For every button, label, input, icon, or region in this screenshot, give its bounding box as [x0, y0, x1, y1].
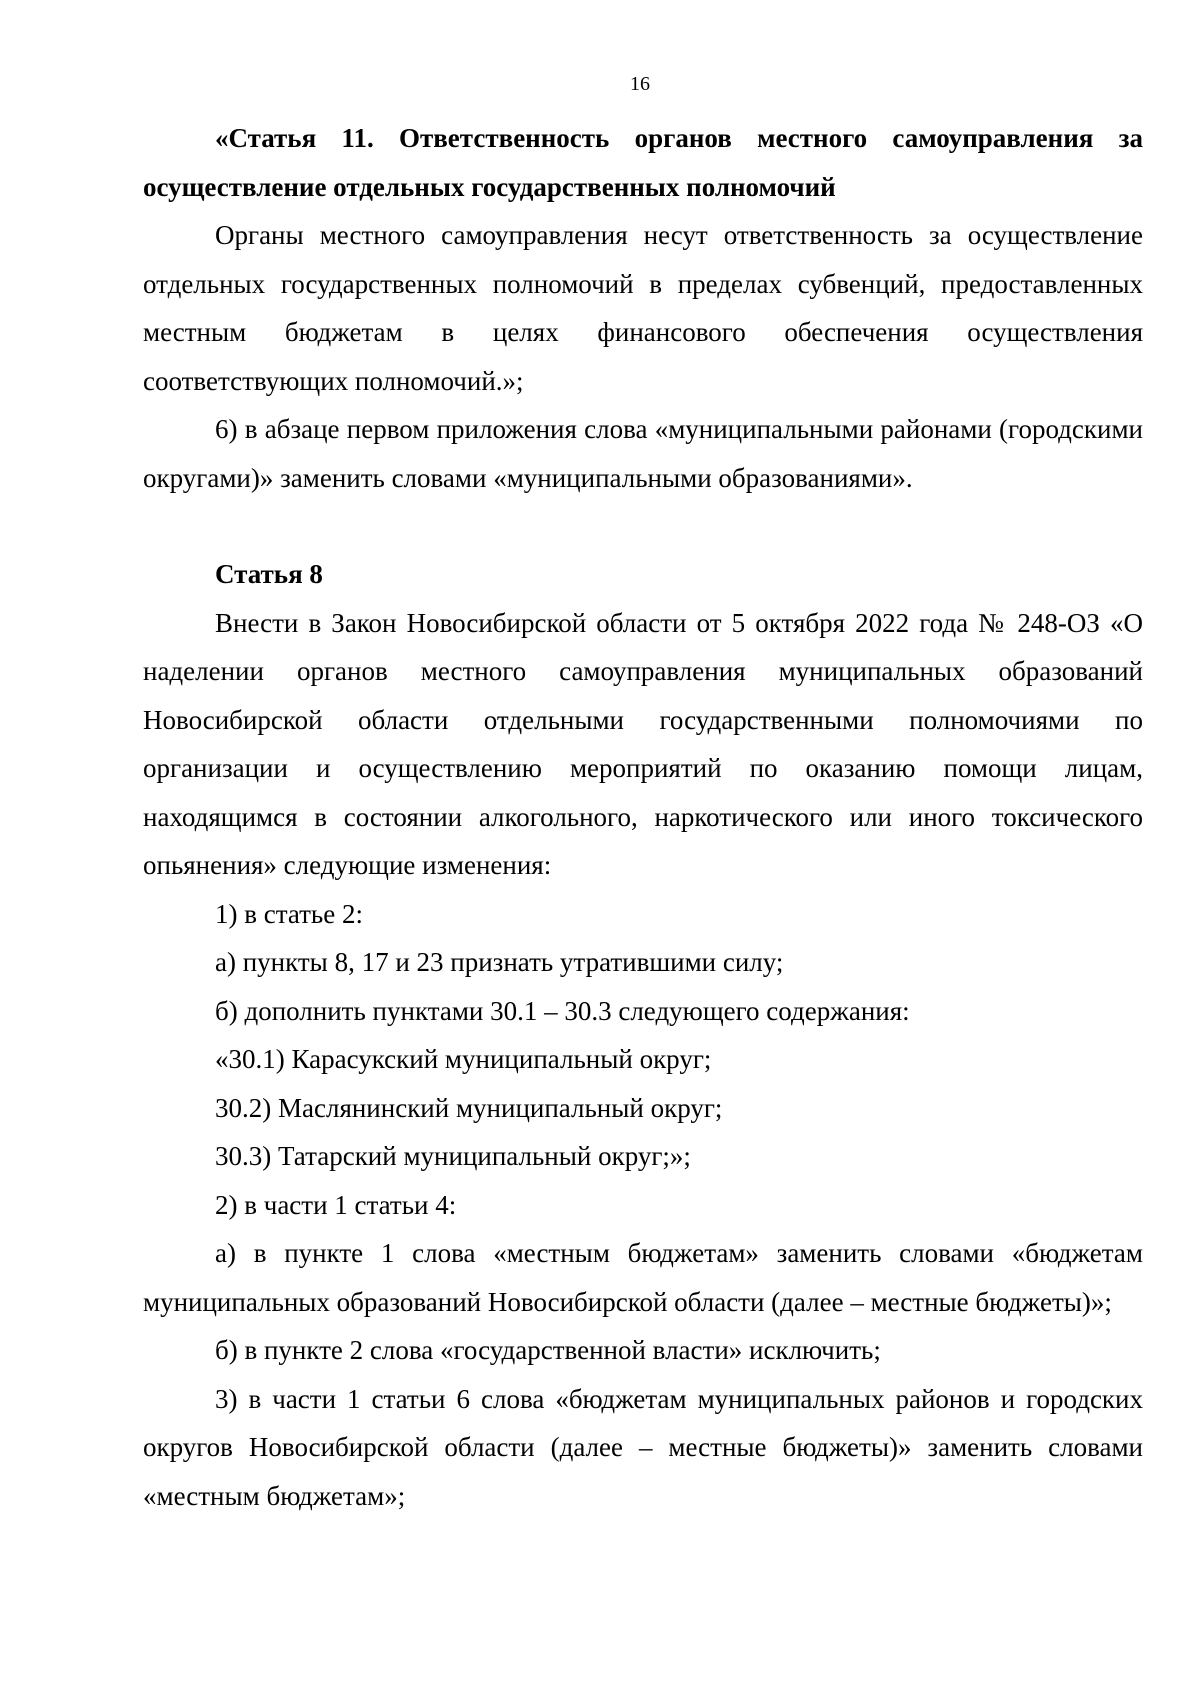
list-item: б) в пункте 2 слова «государственной власти» исключить;	[215, 1335, 881, 1365]
list-item: «30.1) Карасукский муниципальный округ;	[215, 1044, 712, 1074]
list-item: 30.3) Татарский муниципальный округ;»;	[215, 1141, 691, 1171]
list-item: 2) в части 1 статьи 4:	[215, 1189, 457, 1220]
list-item: 30.2) Маслянинский муниципальный округ;	[215, 1092, 723, 1123]
list-item: б) дополнить пунктами 30.1 – 30.3 следующего содержания:	[215, 995, 910, 1026]
article-8-heading: Статья 8	[215, 559, 323, 589]
section-gap	[143, 502, 1143, 550]
article-11-text: Органы местного самоуправления несут ответственность за осуществление отдельных государственных полномочий в пределах субвенций, предоставленных местным бюджетам в целях финансового обеспечения осуществления соответствующих полномочий.»;	[143, 220, 1143, 396]
page-number: 16	[630, 73, 650, 95]
list-item: 3) в части 1 статьи 6 слова «бюджетам муниципальных районов и городских округов Новосибирской области (далее – местные бюджеты)» заменить словами «местным бюджетам»;	[143, 1383, 1143, 1511]
document-body	[143, 114, 1143, 1520]
list-item: а) пункты 8, 17 и 23 признать утратившими силу;	[215, 947, 784, 977]
list-item: 1) в статье 2:	[215, 898, 363, 929]
item-6-paragraph: 6) в абзаце первом приложения слова «муниципальными районами (городскими округами)» заменить словами «муниципальными образованиями».	[143, 414, 1143, 493]
article-11-heading: «Статья 11. Ответственность органов местного самоуправления за осуществление отдельных государственных полномочий	[143, 123, 1143, 202]
list-item: а) в пункте 1 слова «местным бюджетам» заменить словами «бюджетам муниципальных образований Новосибирской области (далее – местные бюджеты)»;	[143, 1238, 1143, 1317]
article-8-intro: Внести в Закон Новосибирской области от 5 октября 2022 года № 248-ОЗ «О наделении органов местного самоуправления муниципальных образований Новосибирской области отдельными государственными полномочиями по организации и осуществлению мероприятий по оказанию помощи лицам, находящимся в состоянии алкогольного, наркотического или иного токсического опьянения» следующие изменения:	[143, 607, 1143, 880]
